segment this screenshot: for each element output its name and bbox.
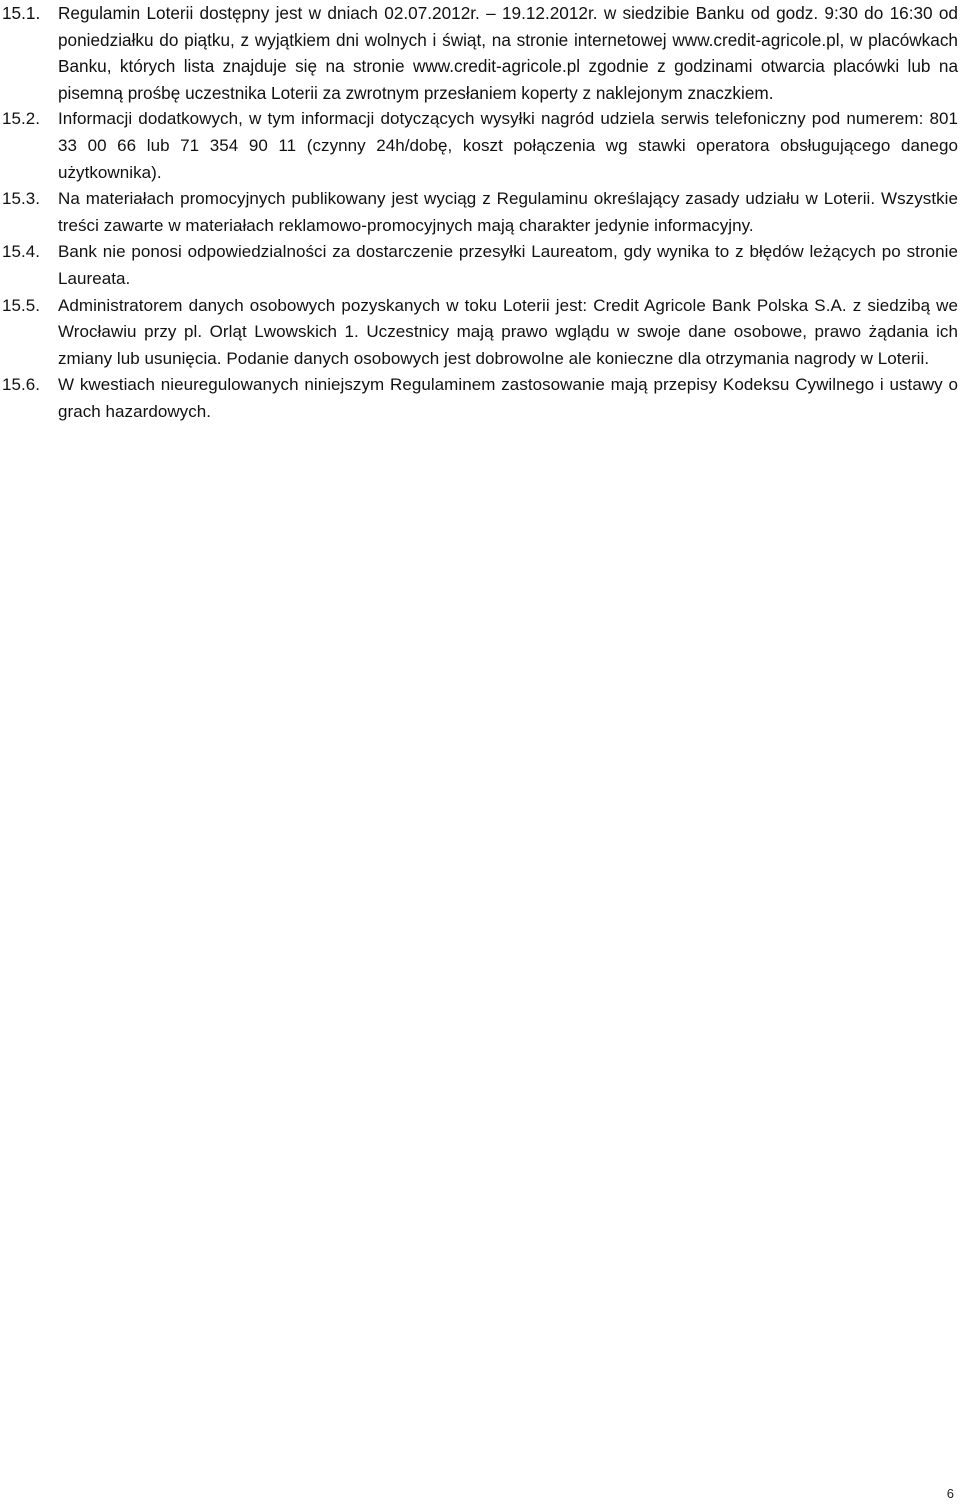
section-number: 15.1. bbox=[2, 3, 41, 23]
document-body bbox=[2, 0, 958, 426]
section-text: Administratorem danych osobowych pozyskanych w toku Loterii jest: Credit Agricole Bank Polska S.A. z siedzibą we Wrocławiu przy pl. Orląt Lwowskich 1. Uczestnicy mają prawo wglądu w swoje dane osobowe, prawo żądania ich zmiany lub usunięcia. Podanie danych osobowych jest dobrowolne ale konieczne dla otrzymania nagrody w Loterii. bbox=[58, 295, 958, 368]
section-text: Na materiałach promocyjnych publikowany jest wyciąg z Regulaminu określający zasady udziału w Loterii. Wszystkie treści zawarte w materiałach reklamowo-promocyjnych mają charakter jedynie informacyjny. bbox=[58, 189, 958, 235]
section-15-4 bbox=[2, 239, 958, 292]
section-text: Informacji dodatkowych, w tym informacji dotyczących wysyłki nagród udziela serwis telefoniczny pod numerem: 801 33 00 66 lub 71 354 90 11 (czynny 24h/dobę, koszt połączenia wg stawki operatora obsługującego danego użytkownika). bbox=[58, 109, 958, 182]
section-number: 15.2. bbox=[2, 109, 41, 129]
section-number: 15.6. bbox=[2, 375, 41, 395]
section-15-2 bbox=[2, 106, 958, 186]
section-number: 15.5. bbox=[2, 295, 41, 315]
page-number: 6 bbox=[946, 1486, 954, 1501]
section-15-5 bbox=[2, 293, 958, 373]
section-15-3 bbox=[2, 186, 958, 239]
section-text: Bank nie ponosi odpowiedzialności za dostarczenie przesyłki Laureatom, gdy wynika to z błędów leżących po stronie Laureata. bbox=[58, 242, 958, 288]
section-number: 15.3. bbox=[2, 189, 41, 209]
section-text: W kwestiach nieuregulowanych niniejszym Regulaminem zastosowanie mają przepisy Kodeksu Cywilnego i ustawy o grach hazardowych. bbox=[58, 375, 958, 421]
section-text: Regulamin Loterii dostępny jest w dniach 02.07.2012r. – 19.12.2012r. w siedzibie Banku od godz. 9:30 do 16:30 od poniedziałku do piątku, z wyjątkiem dni wolnych i świąt, na stronie internetowej www.credit-agricole.pl, w placówkach Banku, których lista znajduje się na stronie www.credit-agricole.pl zgodnie z godzinami otwarcia placówki lub na pisemną prośbę uczestnika Loterii za zwrotnym przesłaniem koperty z naklejonym znaczkiem. bbox=[58, 3, 958, 103]
section-15-6 bbox=[2, 372, 958, 425]
section-number: 15.4. bbox=[2, 242, 41, 262]
section-15-1 bbox=[2, 0, 958, 106]
